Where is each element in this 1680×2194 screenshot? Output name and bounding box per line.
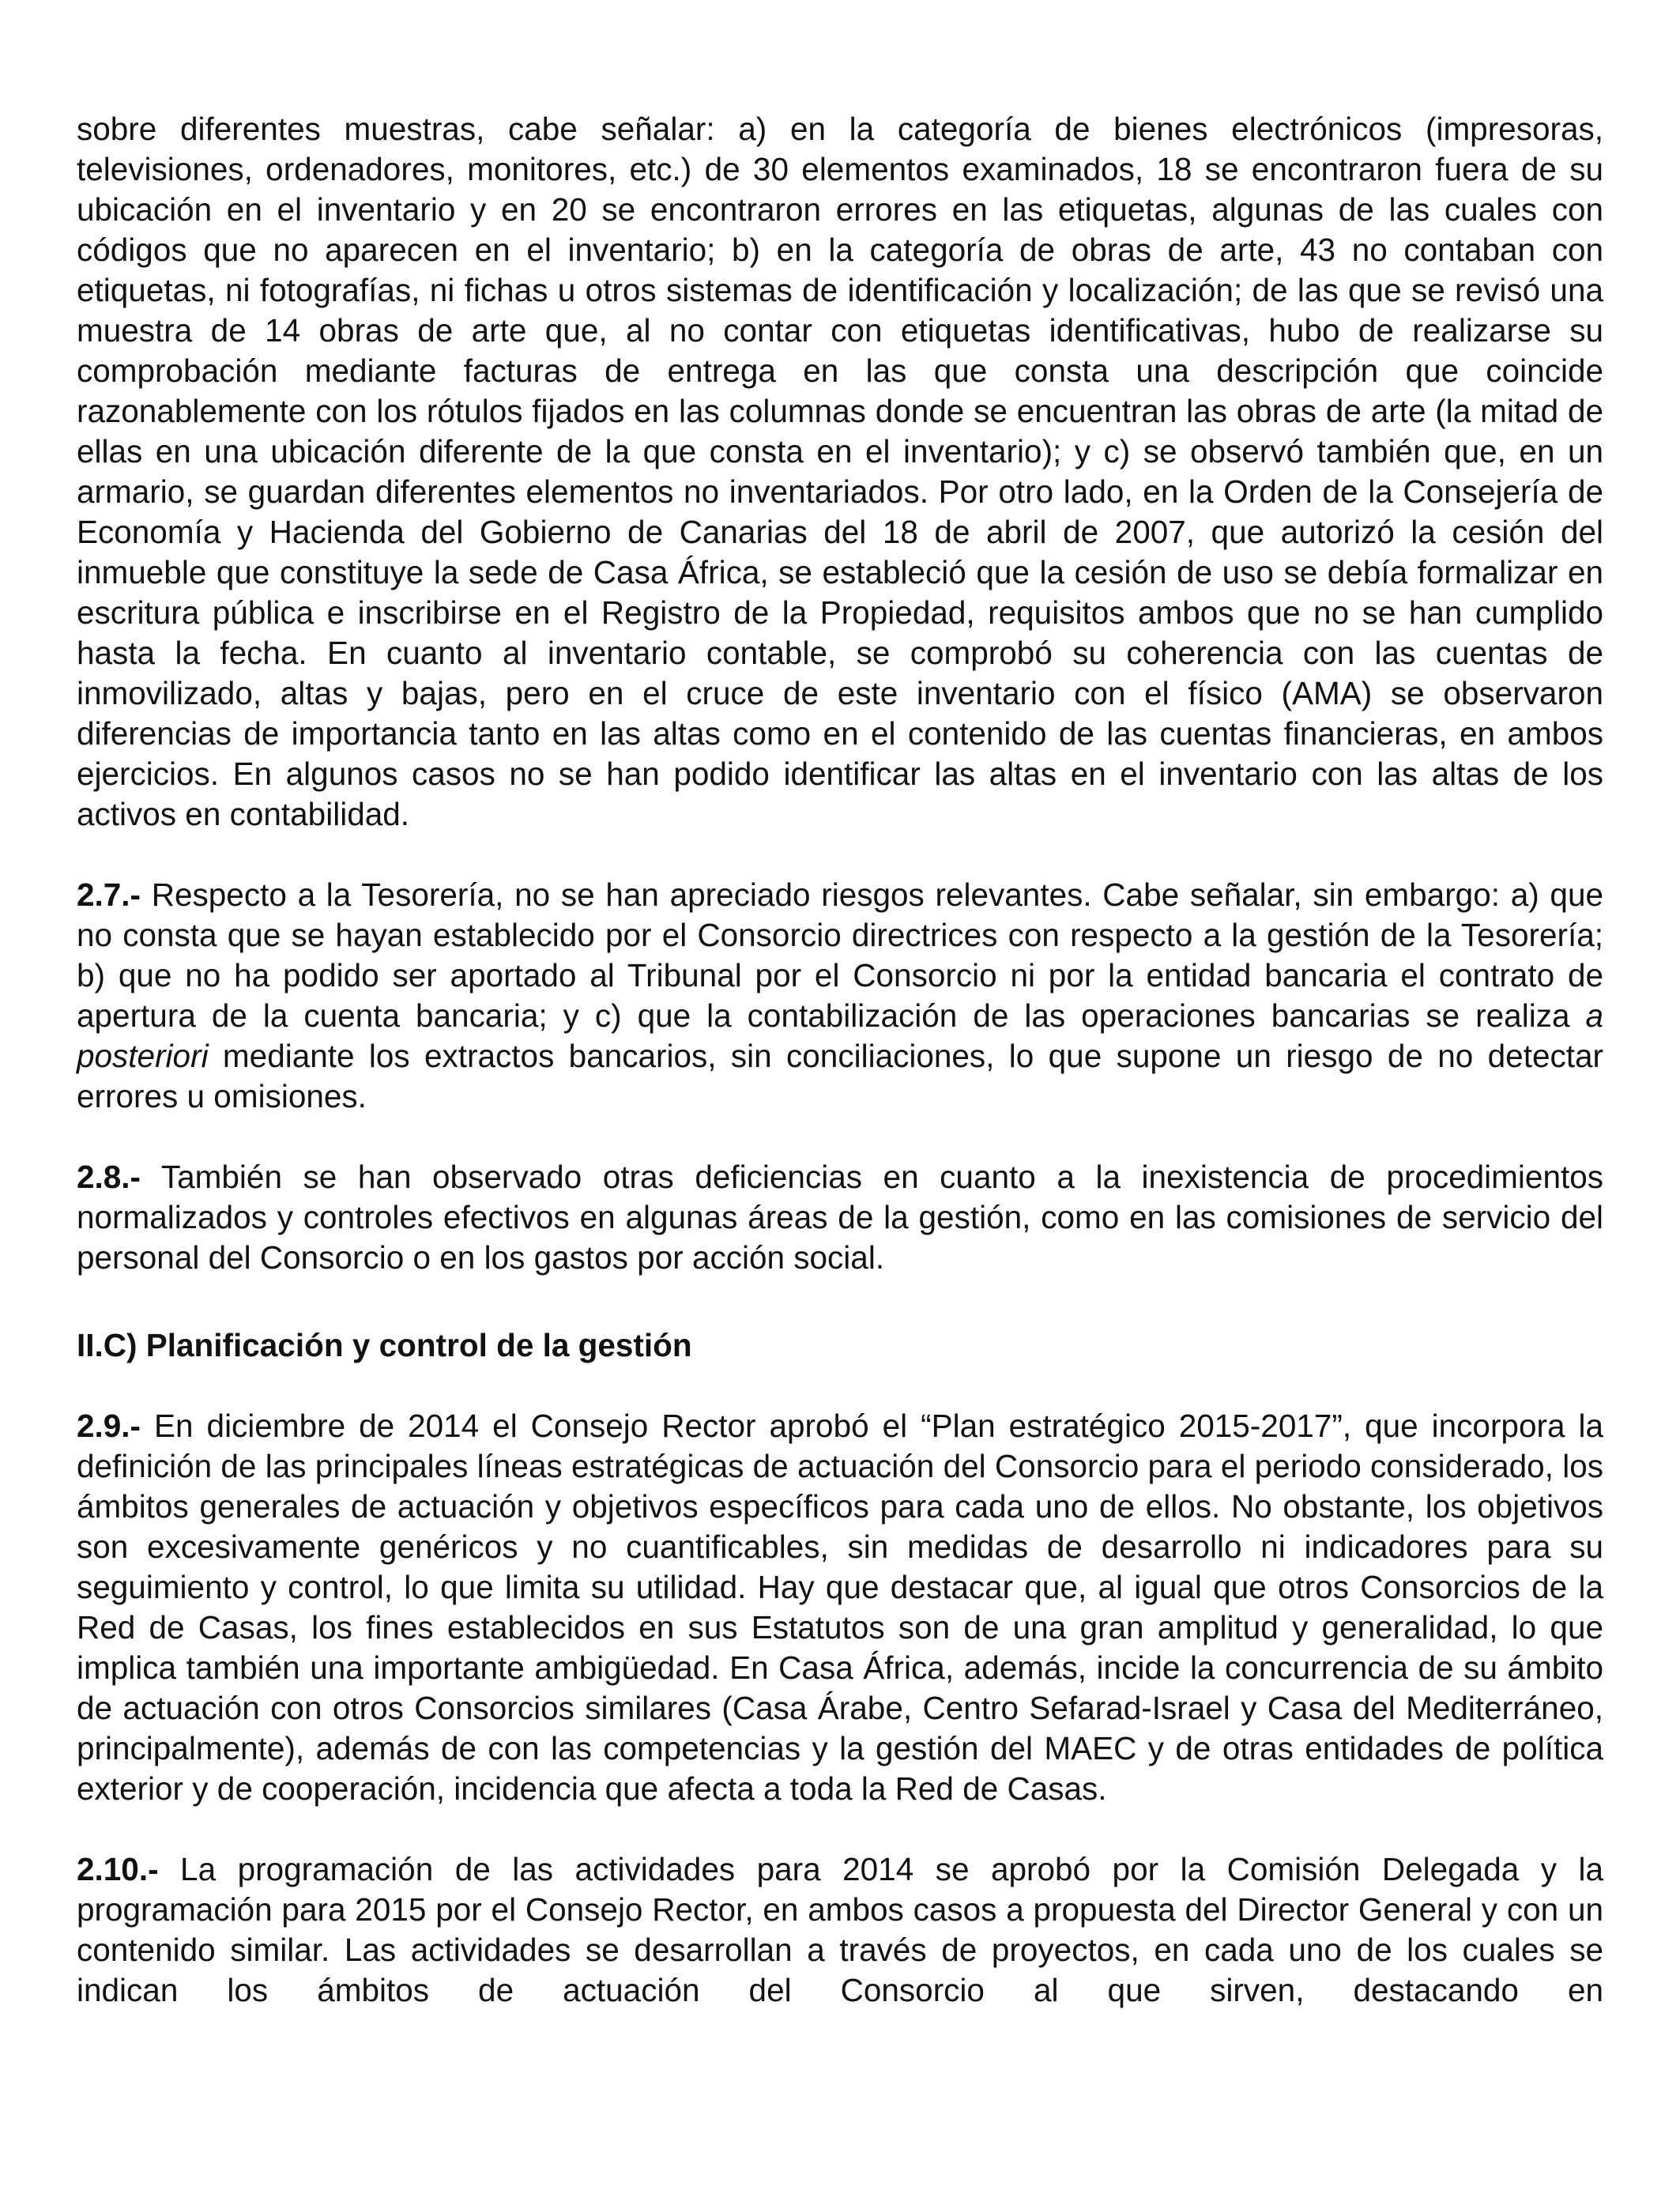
paragraph-text: mediante los extractos bancarios, sin conciliaciones, lo que supone un riesgo de no detectar errores u omisiones. [77,1038,1603,1114]
italic-term: a posteriori [77,997,1603,1074]
paragraph-number: 2.10.- [77,1851,159,1887]
paragraph-text: También se han observado otras deficiencias en cuanto a la inexistencia de procedimientos normalizados y controles efectivos en algunas áreas de la gestión, como en las comisiones de servicio del personal del Consorcio o en los gastos por acción social. [77,1159,1603,1276]
document-page [77,109,1603,2011]
paragraph-text: En diciembre de 2014 el Consejo Rector aprobó el “Plan estratégico 2015-2017”, que incorpora la definición de las principales líneas estratégicas de actuación del Consorcio para el periodo considerado, los ámbitos generales de actuación y objetivos específicos para cada uno de ellos. No obstante, los objetivos son excesivamente genéricos y no cuantificables, sin medidas de desarrollo ni indicadores para su seguimiento y control, lo que limita su utilidad. Hay que destacar que, al igual que otros Consorcios de la Red de Casas, los fines establecidos en sus Estatutos son de una gran amplitud y generalidad, lo que implica también una importante ambigüedad. En Casa África, además, incide la concurrencia de su ámbito de actuación con otros Consorcios similares (Casa Árabe, Centro Sefarad-Israel y Casa del Mediterráneo, principalmente), además de con las competencias y la gestión del MAEC y de otras entidades de política exterior y de cooperación, incidencia que afecta a toda la Red de Casas. [77,1408,1603,1807]
paragraph-number: 2.7.- [77,876,141,913]
paragraph-text: La programación de las actividades para 2014 se aprobó por la Comisión Delegada y la programación para 2015 por el Consejo Rector, en ambos casos a propuesta del Director General y con un contenido similar. Las actividades se desarrollan a través de proyectos, en cada uno de los cuales se indican los ámbitos de actuación del Consorcio al que sirven, destacando en [77,1851,1603,2008]
paragraph-2-10 [77,1849,1603,2011]
section-heading: II.C) Planificación y control de la gestión [77,1327,692,1363]
paragraph-2-7 [77,875,1603,1117]
paragraph-text: Respecto a la Tesorería, no se han apreciado riesgos relevantes. Cabe señalar, sin embargo: a) que no consta que se hayan establecido por el Consorcio directrices con respecto a la gestión de la Tesorería; b) que no ha podido ser aportado al Tribunal por el Consorcio ni por la entidad bancaria el contrato de apertura de la cuenta bancaria; y c) que la contabilización de las operaciones bancarias se realiza [77,876,1603,1034]
paragraph-number: 2.9.- [77,1408,141,1444]
paragraph-2-8 [77,1157,1603,1278]
paragraph-number: 2.8.- [77,1159,141,1195]
paragraph-2-9 [77,1406,1603,1809]
paragraph-inventory: sobre diferentes muestras, cabe señalar: a) en la categoría de bienes electrónicos (impresoras, televisiones, ordenadores, monitores, etc.) de 30 elementos examinados, 18 se encontraron fuera de su ubicación en el inventario y en 20 se encontraron errores en las etiquetas, algunas de las cuales con códigos que no aparecen en el inventario; b) en la categoría de obras de arte, 43 no contaban con etiquetas, ni fotografías, ni fichas u otros sistemas de identificación y localización; de las que se revisó una muestra de 14 obras de arte que, al no contar con etiquetas identificativas, hubo de realizarse su comprobación mediante facturas de entrega en las que consta una descripción que coincide razonablemente con los rótulos fijados en las columnas donde se encuentran las obras de arte (la mitad de ellas en una ubicación diferente de la que consta en el inventario); y c) se observó también que, en un armario, se guardan diferentes elementos no inventariados. Por otro lado, en la Orden de la Consejería de Economía y Hacienda del Gobierno de Canarias del 18 de abril de 2007, que autorizó la cesión del inmueble que constituye la sede de Casa África, se estableció que la cesión de uso se debía formalizar en escritura pública e inscribirse en el Registro de la Propiedad, requisitos ambos que no se han cumplido hasta la fecha. En cuanto al inventario contable, se comprobó su coherencia con las cuentas de inmovilizado, altas y bajas, pero en el cruce de este inventario con el físico (AMA) se observaron diferencias de importancia tanto en las altas como en el contenido de las cuentas financieras, en ambos ejercicios. En algunos casos no se han podido identificar las altas en el inventario con las altas de los activos en contabilidad. [77,111,1603,832]
